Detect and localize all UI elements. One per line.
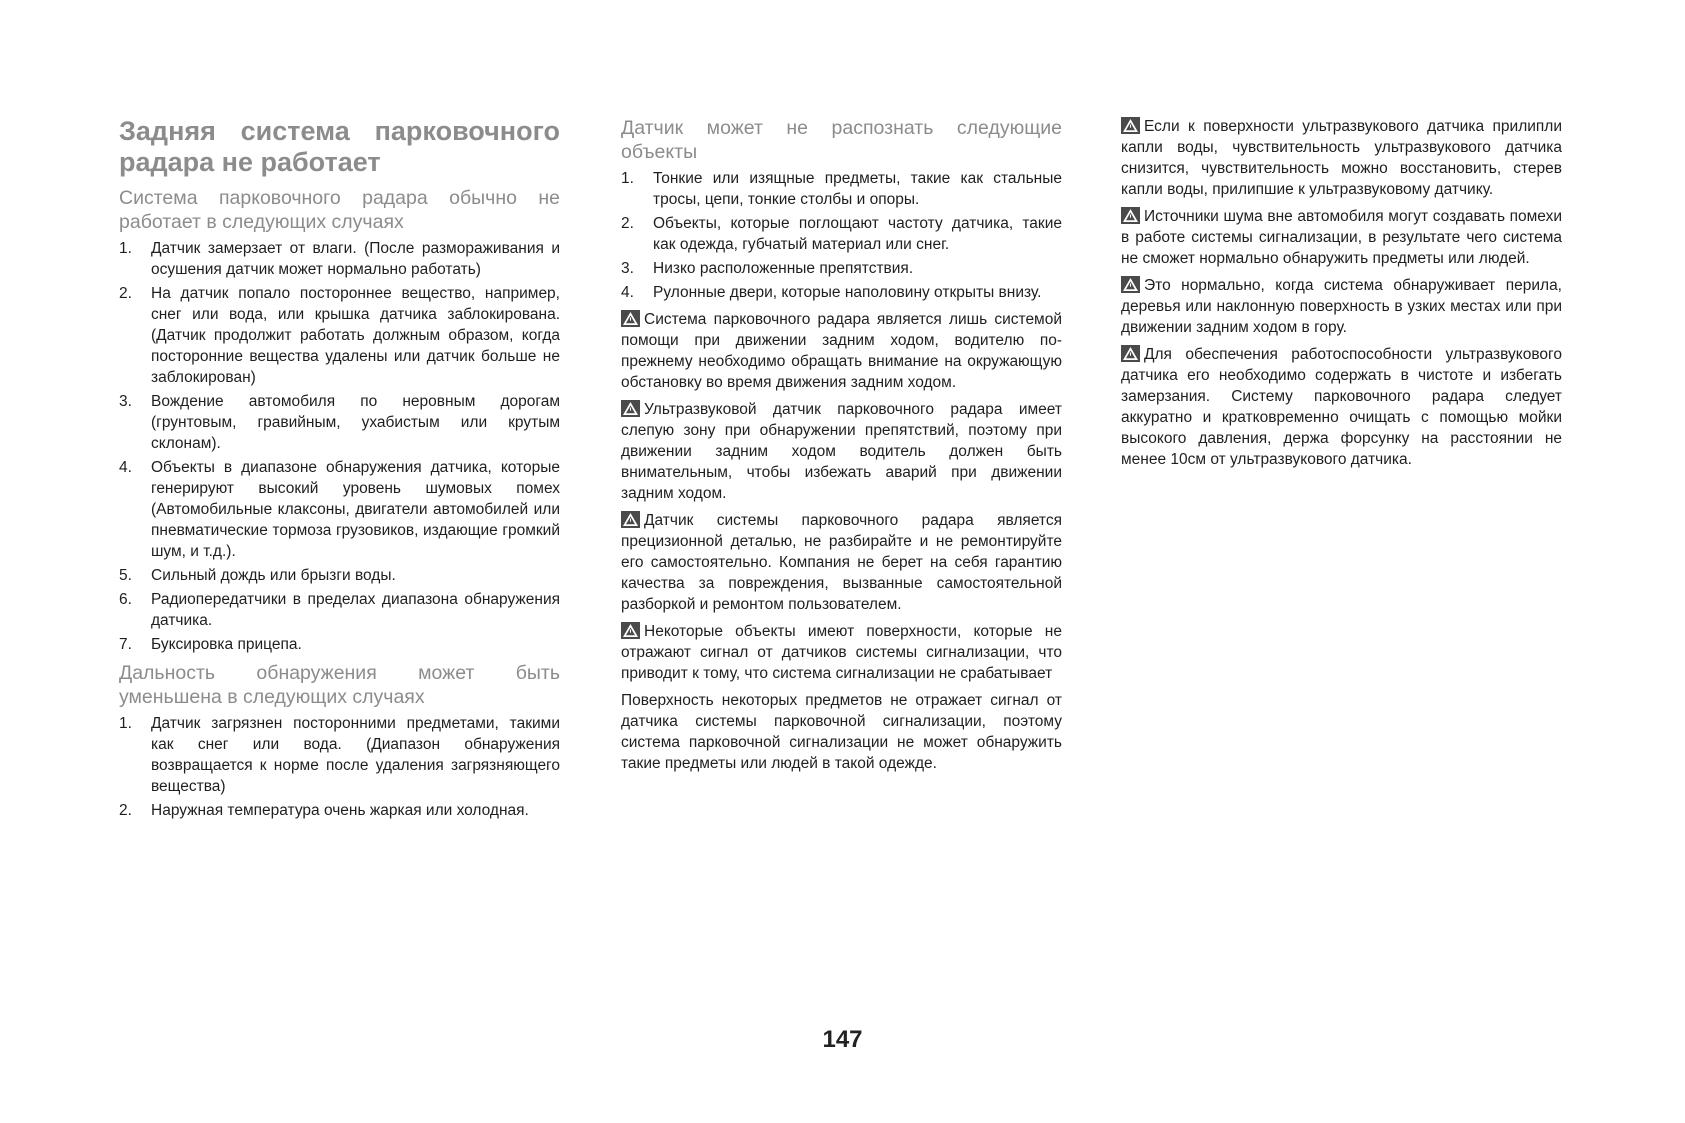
list-item (119, 634, 560, 655)
list-range-reduced (119, 713, 560, 821)
warning-text: Источники шума вне автомобиля могут создавать помехи в работе системы сигнализации, в результате чего система не сможет нормально обнаружить предметы или людей. (1121, 208, 1562, 267)
warning-note (621, 621, 1062, 684)
list-item-text: Наружная температура очень жаркая или холодная. (151, 802, 529, 819)
list-item-number: 3. (621, 260, 634, 277)
list-item (119, 283, 560, 388)
warning-text: Если к поверхности ультразвукового датчика прилипли капли воды, чувствительность ультразвукового датчика снизится, чувствительность можно восстановить, стерев капли воды, прилипшие к ультразвуковому датчику. (1121, 118, 1562, 198)
list-item-number: 7. (119, 636, 132, 653)
list-item-number: 2. (119, 802, 132, 819)
list-item (119, 713, 560, 797)
section-title: Задняя система парковочного (119, 116, 560, 146)
list-item-text: На датчик попало постороннее вещество, например, снег или вода, или крышка датчика заблокирована. (Датчик продолжит работать должным образом, когда посторонние вещества удалены или датчик больше не заблокирован) (151, 285, 560, 386)
warning-note (621, 399, 1062, 504)
warning-text: Ультразвуковой датчик парковочного радара имеет слепую зону при обнаружении препятствий, поэтому при движении задним ходом водитель должен быть внимательным, чтобы избежать аварий при движении задним ходом. (621, 401, 1062, 502)
list-item-text: Объекты, которые поглощают частоту датчика, такие как одежда, губчатый материал или снег. (653, 215, 1062, 253)
warning-triangle-icon (621, 310, 640, 327)
subheading-undetectable: Датчик может не распознать следующие объекты (621, 117, 1062, 163)
list-item-number: 1. (119, 715, 132, 732)
list-item-text: Радиопередатчики в пределах диапазона обнаружения датчика. (151, 591, 560, 629)
warning-triangle-icon (1121, 345, 1140, 362)
list-item-text: Буксировка прицепа. (151, 636, 302, 653)
warnings-right (1121, 116, 1562, 470)
right-column (1121, 116, 1562, 476)
warning-triangle-icon (1121, 117, 1140, 134)
warning-triangle-icon (1121, 207, 1140, 224)
warning-triangle-icon (621, 511, 640, 528)
subheading-not-working: Система парковочного радара обычно не работает в следующих случаях (119, 187, 560, 233)
left-column (119, 116, 560, 824)
list-item-number: 1. (119, 240, 132, 257)
paragraph-surface: Поверхность некоторых предметов не отражает сигнал от датчика системы парковочной сигнализации, поэтому система парковочной сигнализации не может обнаружить такие предметы или людей в такой одежде. (621, 692, 1062, 772)
list-item (621, 213, 1062, 255)
list-undetectable (621, 168, 1062, 303)
warning-note (1121, 116, 1562, 200)
list-item (119, 589, 560, 631)
list-item-text: Рулонные двери, которые наполовину открыты внизу. (653, 284, 1042, 301)
list-item-text: Датчик загрязнен посторонними предметами, такими как снег или вода. (Диапазон обнаружения возвращается к норме после удаления загрязняющего вещества) (151, 715, 560, 795)
warning-triangle-icon (621, 400, 640, 417)
warning-text: Некоторые объекты имеют поверхности, которые не отражают сигнал от датчиков системы сигнализации, что приводит к тому, что система сигнализации не срабатывает (621, 623, 1062, 682)
warnings-middle (621, 309, 1062, 684)
warning-text: Система парковочного радара является лишь системой помощи при движении задним ходом, водителю по-прежнему необходимо обращать внимание на окружающую обстановку во время движения задним ходом. (621, 311, 1062, 391)
middle-column (621, 116, 1062, 774)
list-item-number: 1. (621, 170, 634, 187)
warning-text: Датчик системы парковочного радара является прецизионной деталью, не разбирайте и не ремонтируйте его самостоятельно. Компания не берет на себя гарантию качества за повреждения, вызванные самостоятельной разборкой и ремонтом пользователем. (621, 512, 1062, 613)
warning-triangle-icon (621, 622, 640, 639)
list-item-text: Низко расположенные препятствия. (653, 260, 914, 277)
list-item (621, 282, 1062, 303)
list-item (119, 800, 560, 821)
list-item-text: Тонкие или изящные предметы, такие как стальные тросы, цепи, тонкие столбы и опоры. (653, 170, 1062, 208)
list-item-text: Объекты в диапазоне обнаружения датчика, которые генерируют высокий уровень шумовых помех (Автомобильные клаксоны, двигатели автомобилей или пневматические тормоза грузовиков, издающие громкий шум, и т.д.). (151, 459, 560, 560)
list-not-working (119, 238, 560, 655)
warning-note (621, 309, 1062, 393)
list-item-number: 2. (119, 285, 132, 302)
list-item (621, 168, 1062, 210)
list-item-text: Вождение автомобиля по неровным дорогам (грунтовым, гравийным, ухабистым или крутым склонам). (151, 393, 560, 452)
warning-text: Это нормально, когда система обнаруживает перила, деревья или наклонную поверхность в узких местах или при движении задним ходом в гору. (1121, 277, 1562, 336)
list-item (119, 457, 560, 562)
warning-note (1121, 206, 1562, 269)
warning-note (621, 510, 1062, 615)
subheading-range-reduced: Дальность обнаружения может быть уменьшена в следующих случаях (119, 662, 560, 708)
list-item-number: 5. (119, 567, 132, 584)
list-item-number: 4. (119, 459, 132, 476)
list-item (621, 258, 1062, 279)
list-item-text: Датчик замерзает от влаги. (После размораживания и осушения датчик может нормально работать) (151, 240, 560, 278)
list-item (119, 238, 560, 280)
warning-note (1121, 344, 1562, 470)
list-item-number: 4. (621, 284, 634, 301)
section-title-cont: радара не работает (119, 147, 381, 177)
page-number: 147 (822, 1026, 863, 1053)
warning-text: Для обеспечения работоспособности ультразвукового датчика его необходимо содержать в чистоте и избегать замерзания. Систему парковочного радара следует аккуратно и кратковременно очищать с помощью мойки высокого давления, держа форсунку на расстоянии не менее 10см от ультразвукового датчика. (1121, 346, 1562, 468)
list-item-text: Сильный дождь или брызги воды. (151, 567, 396, 584)
list-item-number: 2. (621, 215, 634, 232)
list-item (119, 565, 560, 586)
list-item-number: 6. (119, 591, 132, 608)
list-item-number: 3. (119, 393, 132, 410)
warning-note (1121, 275, 1562, 338)
warning-triangle-icon (1121, 276, 1140, 293)
list-item (119, 391, 560, 454)
